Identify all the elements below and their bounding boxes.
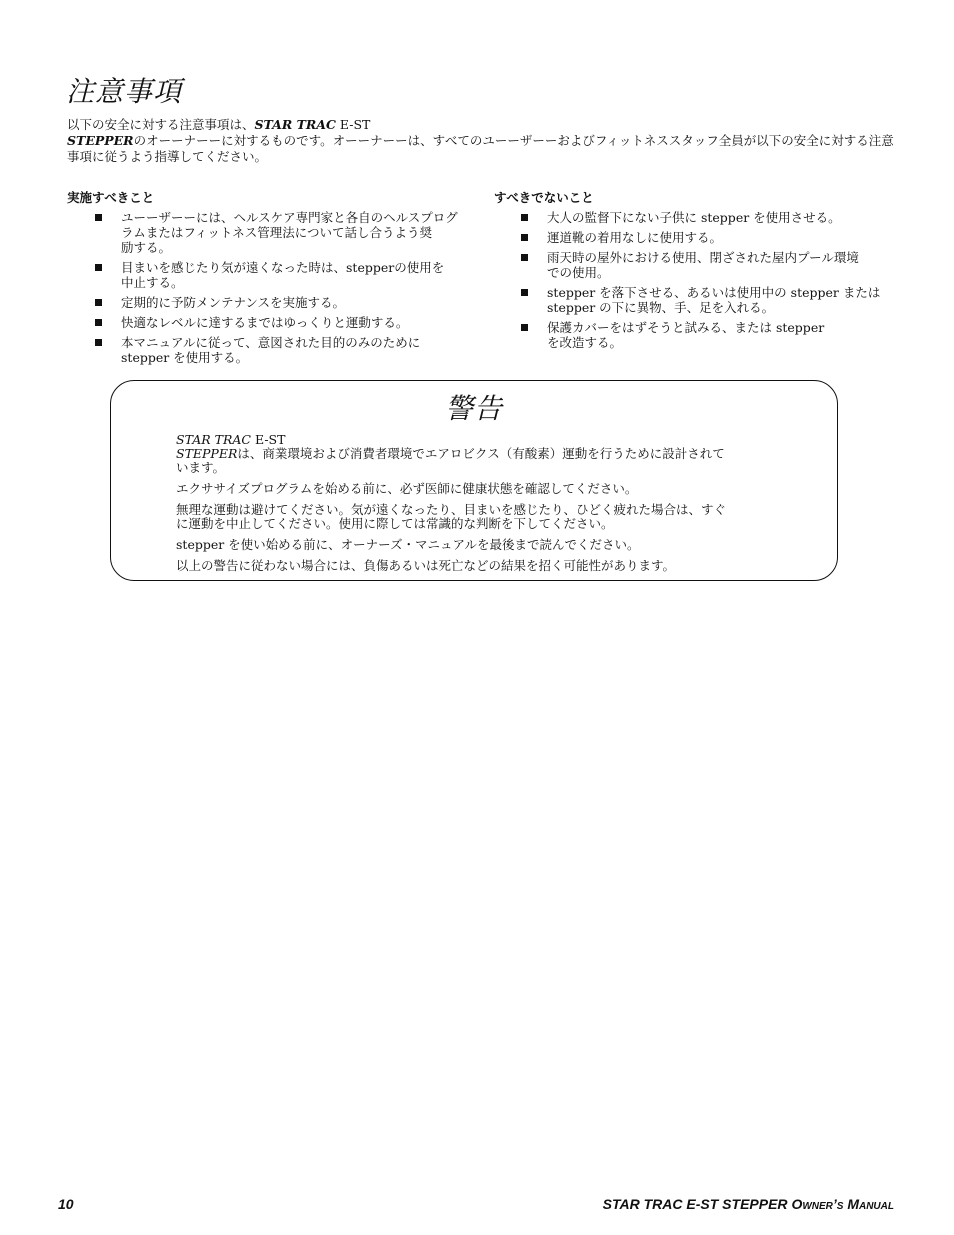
- do-item: [67, 315, 467, 330]
- item-line: での使用。: [547, 265, 610, 280]
- footer-page-number: 10: [58, 1196, 74, 1212]
- warning-title: 警告: [444, 392, 503, 425]
- bullet-icon: [95, 319, 102, 326]
- text-segment: E-ST: [335, 117, 371, 132]
- bullet-icon: [521, 214, 528, 221]
- text-line: [67, 133, 894, 149]
- warning-body: [176, 433, 726, 580]
- text-line: [67, 149, 894, 165]
- warning-paragraph: [176, 503, 726, 531]
- text-line: [176, 538, 726, 552]
- bullet-icon: [521, 324, 528, 331]
- text-line: [176, 517, 726, 531]
- do-item: [67, 335, 467, 365]
- bullet-icon: [95, 264, 102, 271]
- text-line: [176, 447, 726, 461]
- warning-paragraph: [176, 482, 726, 496]
- do-item: [67, 260, 467, 290]
- item-line: ラムまたはフィットネス管理法について話し合うよう奨: [121, 225, 433, 240]
- text-line: [176, 559, 726, 573]
- product-name: STAR TRAC: [176, 432, 251, 447]
- item-line: 励する。: [121, 240, 172, 255]
- item-line: stepper を使用する。: [121, 350, 249, 365]
- item-line: を改造する。: [547, 335, 623, 350]
- do-item: [67, 295, 467, 310]
- do-item: [67, 210, 467, 255]
- product-name: STEPPER: [176, 446, 238, 461]
- dont-item: [494, 320, 914, 350]
- warning-box: [110, 380, 838, 581]
- footer-title-small-caps: Owner’s Manual: [791, 1196, 894, 1212]
- dont-item: [494, 230, 914, 245]
- text-segment: は、商業環境および消費者環境でエアロビクス（有酸素）運動を行うために設計されて: [237, 446, 725, 461]
- text-line: [176, 461, 726, 475]
- footer-manual-title: [603, 1196, 894, 1212]
- bullet-icon: [521, 254, 528, 261]
- product-name: STEPPER: [67, 133, 134, 148]
- item-line: 本マニュアルに従って、意図された目的のみのために: [121, 335, 421, 350]
- item-line: stepper を落下させる、あるいは使用中の stepper または: [547, 285, 881, 300]
- item-line: 定期的に予防メンテナンスを実施する。: [121, 295, 346, 310]
- text-line: [176, 433, 726, 447]
- item-line: ユーーザーーには、ヘルスケア専門家と各自のヘルスプログ: [121, 210, 458, 225]
- bullet-icon: [521, 234, 528, 241]
- dont-column: [494, 190, 914, 355]
- bullet-icon: [95, 214, 102, 221]
- item-line: 大人の監督下にない子供に stepper を使用させる。: [547, 210, 841, 225]
- text-segment: に運動を中止してください。使用に際しては常識的な判断を下してください。: [176, 516, 614, 531]
- dont-item: [494, 210, 914, 225]
- dont-heading: すべきでないこと: [494, 190, 594, 205]
- item-line: 運道靴の着用なしに使用する。: [547, 230, 723, 245]
- text-segment: います。: [176, 460, 226, 475]
- text-line: [176, 503, 726, 517]
- dont-list: [494, 210, 914, 350]
- warning-paragraph: [176, 559, 726, 573]
- warning-paragraph: [176, 538, 726, 552]
- item-line: 快適なレベルに達するまではゆっくりと運動する。: [121, 315, 409, 330]
- item-line: 目まいを感じたり気が遠くなった時は、stepperの使用を: [121, 260, 445, 275]
- text-segment: E-ST: [250, 432, 286, 447]
- dont-item: [494, 285, 914, 315]
- text-line: [176, 482, 726, 496]
- bullet-icon: [95, 339, 102, 346]
- text-segment: stepper を使い始める前に、オーナーズ・マニュアルを最後まで読んでください。: [176, 537, 640, 552]
- text-segment: エクササイズプログラムを始める前に、必ず医師に健康状態を確認してください。: [176, 481, 638, 496]
- text-segment: 以下の安全に対する注意事項は、: [67, 117, 255, 132]
- text-segment: のオーーナーーに対するものです。オーーナーーは、すべてのユーーザーーおよびフィットネススタッフ全員が以下の安全に対する注意: [133, 133, 894, 148]
- bullet-icon: [95, 299, 102, 306]
- text-segment: 事項に従うよう指導してください。: [67, 149, 268, 164]
- do-heading: 実施すべきこと: [67, 190, 155, 205]
- bullet-icon: [521, 289, 528, 296]
- item-line: 雨天時の屋外における使用、閉ざされた屋内プール環境: [547, 250, 859, 265]
- warning-paragraph: [176, 433, 726, 475]
- text-segment: 以上の警告に従わない場合には、負傷あるいは死亡などの結果を招く可能性があります。: [176, 558, 676, 573]
- text-segment: 無理な運動は避けてください。気が遠くなったり、目まいを感じたり、ひどく疲れた場合は、すぐ: [176, 502, 727, 517]
- item-line: 中止する。: [121, 275, 184, 290]
- product-name: STAR TRAC: [254, 117, 336, 132]
- footer-title-main: STAR TRAC E-ST STEPPER: [602, 1196, 792, 1212]
- do-column: [67, 190, 467, 370]
- dont-item: [494, 250, 914, 280]
- item-line: stepper の下に異物、手、足を入れる。: [547, 300, 775, 315]
- text-line: [67, 117, 894, 133]
- intro-paragraph: [67, 117, 894, 165]
- page-title: 注意事項: [66, 75, 183, 108]
- do-list: [67, 210, 467, 365]
- item-line: 保護カバーをはずそうと試みる、または stepper: [547, 320, 825, 335]
